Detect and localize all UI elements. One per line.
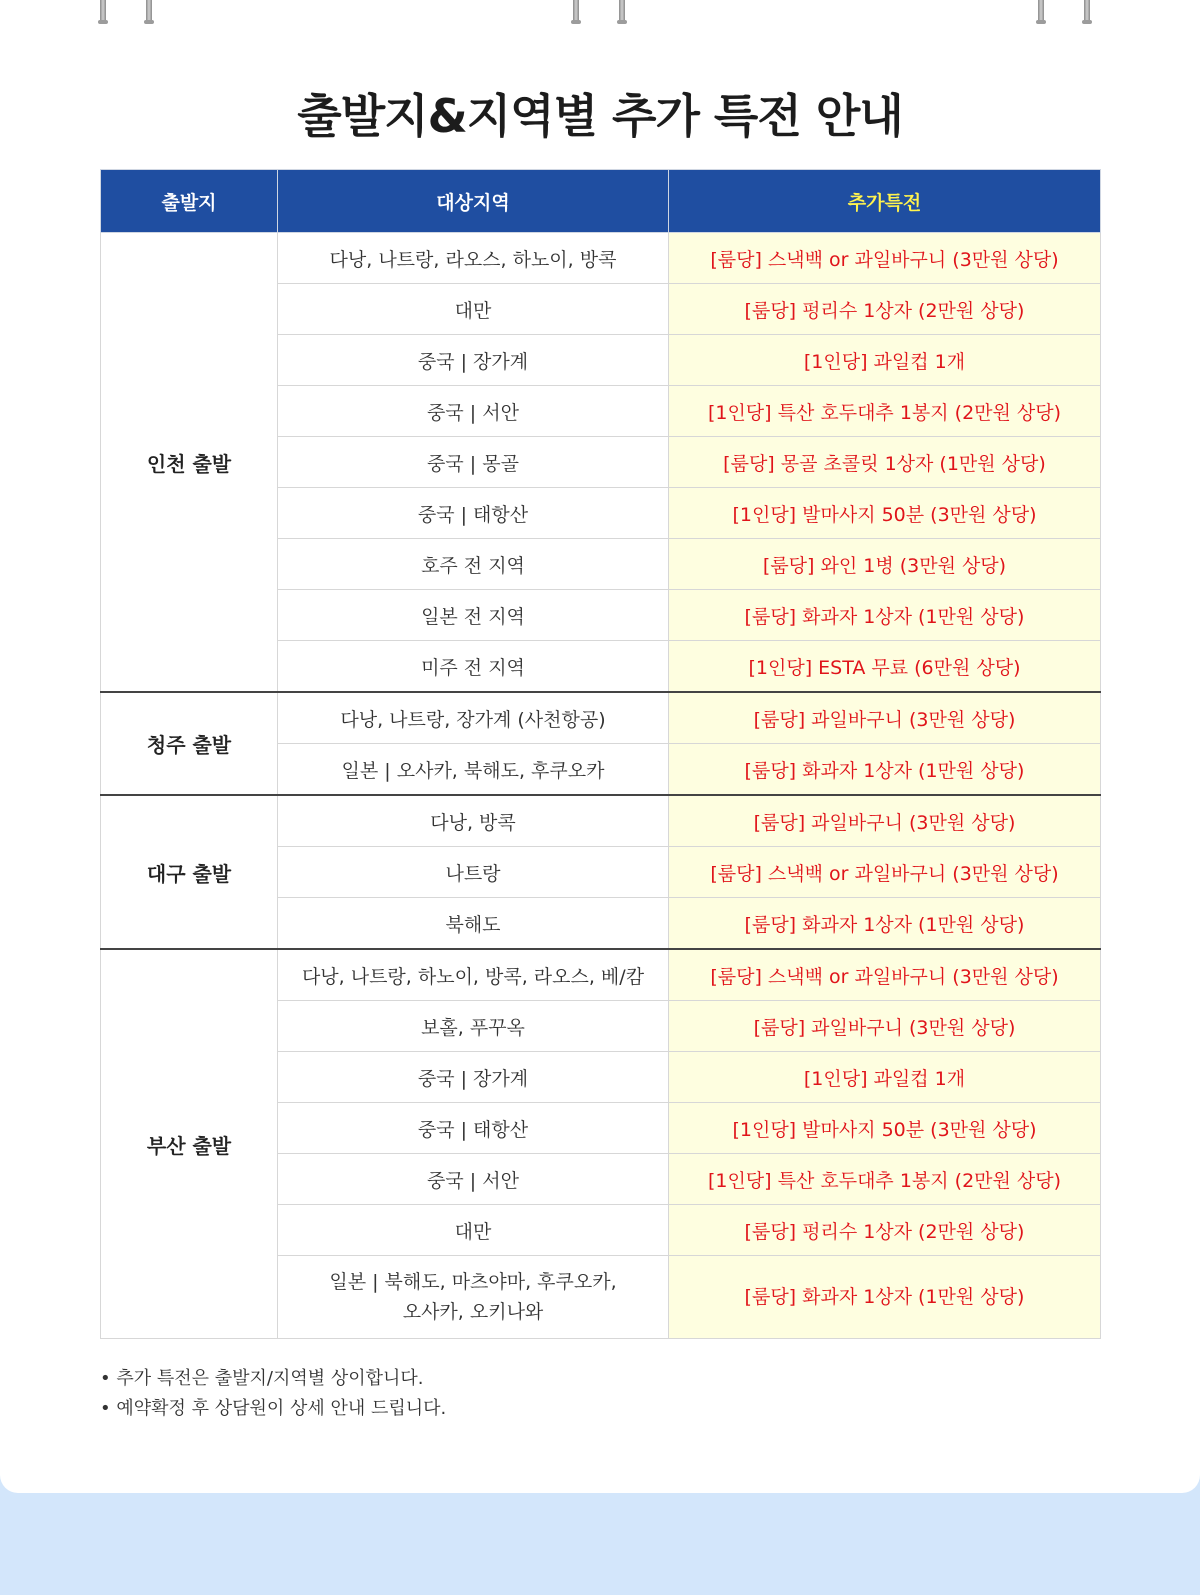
notes-list: [100, 1364, 446, 1424]
region-cell: 다낭, 나트랑, 라오스, 하노이, 방콕: [278, 233, 669, 284]
benefit-cell: [룸당] 몽골 초콜릿 1상자 (1만원 상당): [669, 437, 1101, 488]
origin-cell: 대구 출발: [101, 795, 278, 949]
benefit-cell: [1인당] 과일컵 1개: [669, 335, 1101, 386]
benefit-cell: [1인당] 특산 호두대추 1봉지 (2만원 상당): [669, 1154, 1101, 1205]
region-cell: 중국 | 장가계: [278, 1052, 669, 1103]
benefit-cell: [룸당] 화과자 1상자 (1만원 상당): [669, 1256, 1101, 1339]
region-line: 일본 | 북해도, 마츠야마, 후쿠오카,: [329, 1271, 617, 1293]
table-row: [101, 795, 1101, 847]
ring-icon: [619, 0, 625, 24]
region-cell: 일본 전 지역: [278, 590, 669, 641]
benefit-cell: [룸당] 스낵백 or 과일바구니 (3만원 상당): [669, 949, 1101, 1001]
benefit-cell: [1인당] 발마사지 50분 (3만원 상당): [669, 1103, 1101, 1154]
ring-icon: [146, 0, 152, 24]
benefit-cell: [1인당] 특산 호두대추 1봉지 (2만원 상당): [669, 386, 1101, 437]
benefit-cell: [룸당] 과일바구니 (3만원 상당): [669, 692, 1101, 744]
region-cell: 북해도: [278, 898, 669, 950]
benefit-cell: [룸당] 과일바구니 (3만원 상당): [669, 795, 1101, 847]
region-cell: 대만: [278, 284, 669, 335]
table-row: [101, 949, 1101, 1001]
benefit-cell: [룸당] 와인 1병 (3만원 상당): [669, 539, 1101, 590]
region-cell: 중국 | 태항산: [278, 488, 669, 539]
benefit-cell: [룸당] 과일바구니 (3만원 상당): [669, 1001, 1101, 1052]
region-cell: 미주 전 지역: [278, 641, 669, 693]
origin-cell: 청주 출발: [101, 692, 278, 795]
table-row: [101, 692, 1101, 744]
benefit-cell: [룸당] 스낵백 or 과일바구니 (3만원 상당): [669, 233, 1101, 284]
region-cell: 나트랑: [278, 847, 669, 898]
benefit-cell: [1인당] 발마사지 50분 (3만원 상당): [669, 488, 1101, 539]
header-origin: 출발지: [101, 170, 278, 233]
ring-icon: [573, 0, 579, 24]
page-title: 출발지&지역별 추가 특전 안내: [297, 89, 903, 143]
benefit-cell: [룸당] 펑리수 1상자 (2만원 상당): [669, 284, 1101, 335]
benefits-table: [100, 169, 1101, 1339]
region-cell: 호주 전 지역: [278, 539, 669, 590]
origin-cell: 부산 출발: [101, 949, 278, 1339]
region-cell: 다낭, 나트랑, 장가계 (사천항공): [278, 692, 669, 744]
table-body: [101, 233, 1101, 1339]
region-cell: 다낭, 나트랑, 하노이, 방콕, 라오스, 베/캄: [278, 949, 669, 1001]
benefit-cell: [룸당] 화과자 1상자 (1만원 상당): [669, 744, 1101, 796]
note-item: • 예약확정 후 상담원이 상세 안내 드립니다.: [100, 1394, 446, 1424]
table-row: [101, 233, 1101, 284]
benefit-cell: [룸당] 화과자 1상자 (1만원 상당): [669, 898, 1101, 950]
region-cell: 대만: [278, 1205, 669, 1256]
ring-icon: [1084, 0, 1090, 24]
table-header-row: [101, 170, 1101, 233]
ring-icon: [1038, 0, 1044, 24]
region-cell: 중국 | 서안: [278, 1154, 669, 1205]
region-cell: 중국 | 몽골: [278, 437, 669, 488]
region-line: 오사카, 오키나와: [402, 1301, 544, 1323]
benefit-cell: [1인당] ESTA 무료 (6만원 상당): [669, 641, 1101, 693]
header-region: 대상지역: [278, 170, 669, 233]
benefit-cell: [룸당] 화과자 1상자 (1만원 상당): [669, 590, 1101, 641]
note-item: • 추가 특전은 출발지/지역별 상이합니다.: [100, 1364, 446, 1394]
region-cell: 다낭, 방콕: [278, 795, 669, 847]
benefit-cell: [룸당] 펑리수 1상자 (2만원 상당): [669, 1205, 1101, 1256]
benefit-cell: [1인당] 과일컵 1개: [669, 1052, 1101, 1103]
region-cell: [278, 1256, 669, 1339]
region-cell: 중국 | 장가계: [278, 335, 669, 386]
origin-cell: 인천 출발: [101, 233, 278, 693]
region-cell: 중국 | 태항산: [278, 1103, 669, 1154]
region-cell: 보홀, 푸꾸옥: [278, 1001, 669, 1052]
ring-icon: [100, 0, 106, 24]
header-benefit: 추가특전: [669, 170, 1101, 233]
region-cell: 중국 | 서안: [278, 386, 669, 437]
region-cell: 일본 | 오사카, 북해도, 후쿠오카: [278, 744, 669, 796]
benefit-cell: [룸당] 스낵백 or 과일바구니 (3만원 상당): [669, 847, 1101, 898]
